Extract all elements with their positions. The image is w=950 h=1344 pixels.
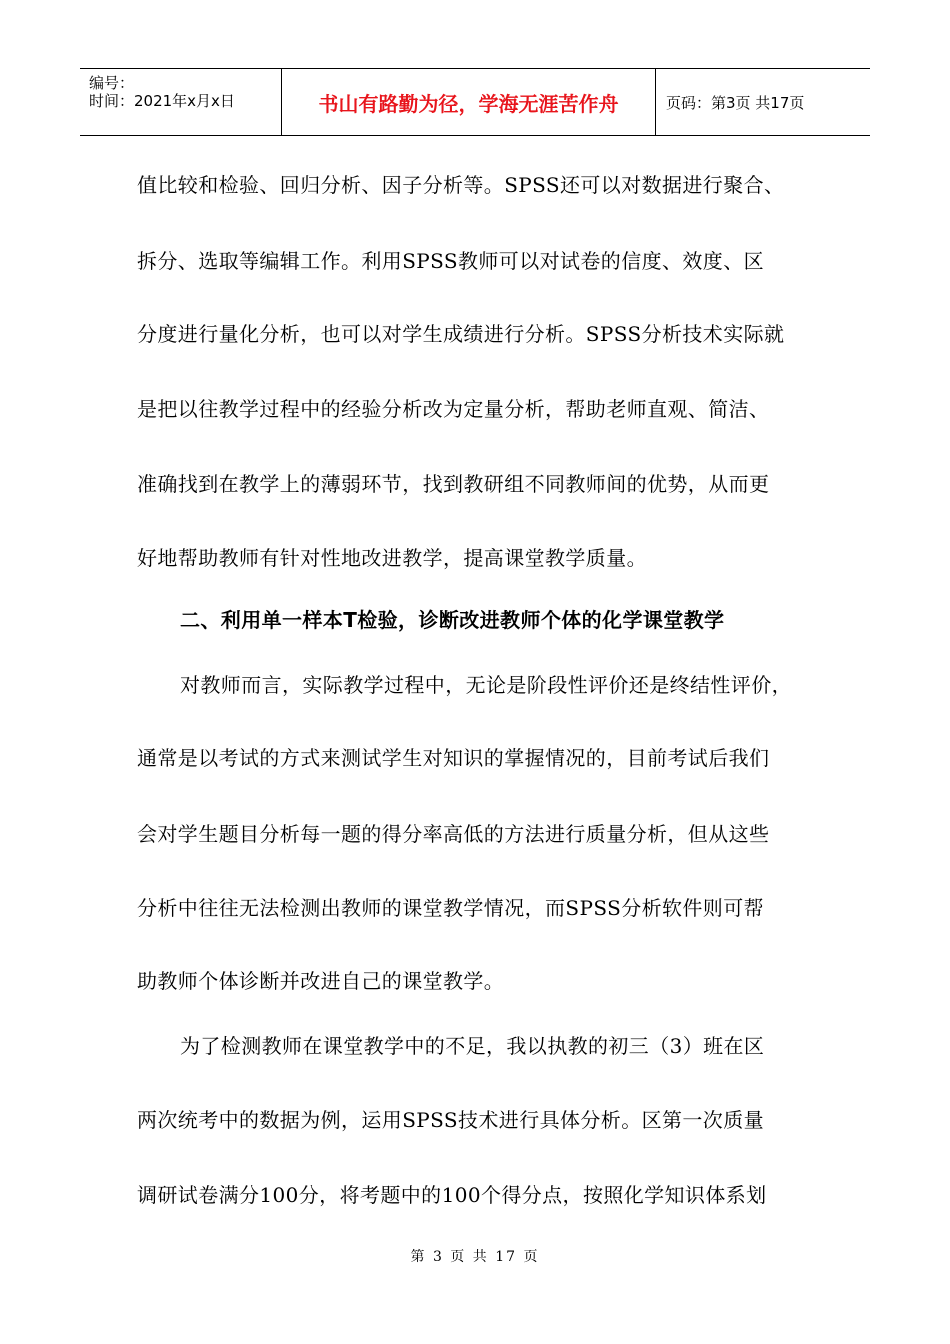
paragraph-line: 会对学生题目分析每一题的得分率高低的方法进行质量分析，但从这些 — [137, 822, 770, 846]
paragraph-line: 两次统考中的数据为例，运用SPSS技术进行具体分析。区第一次质量 — [137, 1108, 765, 1132]
motto-text: 书山有路勤为径，学海无涯苦作舟 — [318, 91, 619, 116]
paragraph-line: 调研试卷满分100分，将考题中的100个得分点，按照化学知识体系划 — [137, 1183, 767, 1207]
paragraph-line: 分度进行量化分析，也可以对学生成绩进行分析。SPSS分析技术实际就 — [137, 322, 785, 346]
paragraph-line: 好地帮助教师有针对性地改进教学，提高课堂教学质量。 — [137, 546, 647, 570]
page-footer: 第 3 页 共 17 页 — [410, 1249, 540, 1265]
page-info: 页码：第3页 共17页 — [666, 93, 805, 112]
number-label: 编号： — [89, 74, 135, 92]
paragraph-line: 是把以往教学过程中的经验分析改为定量分析，帮助老师直观、简洁、 — [137, 397, 770, 421]
paragraph-line: 为了检测教师在课堂教学中的不足，我以执教的初三（3）班在区 — [180, 1034, 765, 1058]
time-label: 时间：2021年x月x日 — [89, 92, 235, 110]
section-heading: 二、利用单一样本T检验，诊断改进教师个体的化学课堂教学 — [180, 608, 725, 632]
paragraph-line: 值比较和检验、回归分析、因子分析等。SPSS还可以对数据进行聚合、 — [137, 173, 785, 197]
paragraph-line: 拆分、选取等编辑工作。利用SPSS教师可以对试卷的信度、效度、区 — [137, 249, 765, 273]
paragraph-line: 通常是以考试的方式来测试学生对知识的掌握情况的，目前考试后我们 — [137, 746, 770, 770]
paragraph-line: 对教师而言，实际教学过程中，无论是阶段性评价还是终结性评价， — [180, 673, 792, 697]
paragraph-line: 准确找到在教学上的薄弱环节，找到教研组不同教师间的优势，从而更 — [137, 472, 770, 496]
paragraph-line: 助教师个体诊断并改进自己的课堂教学。 — [137, 969, 505, 993]
paragraph-line: 分析中往往无法检测出教师的课堂教学情况，而SPSS分析软件则可帮 — [137, 896, 765, 920]
